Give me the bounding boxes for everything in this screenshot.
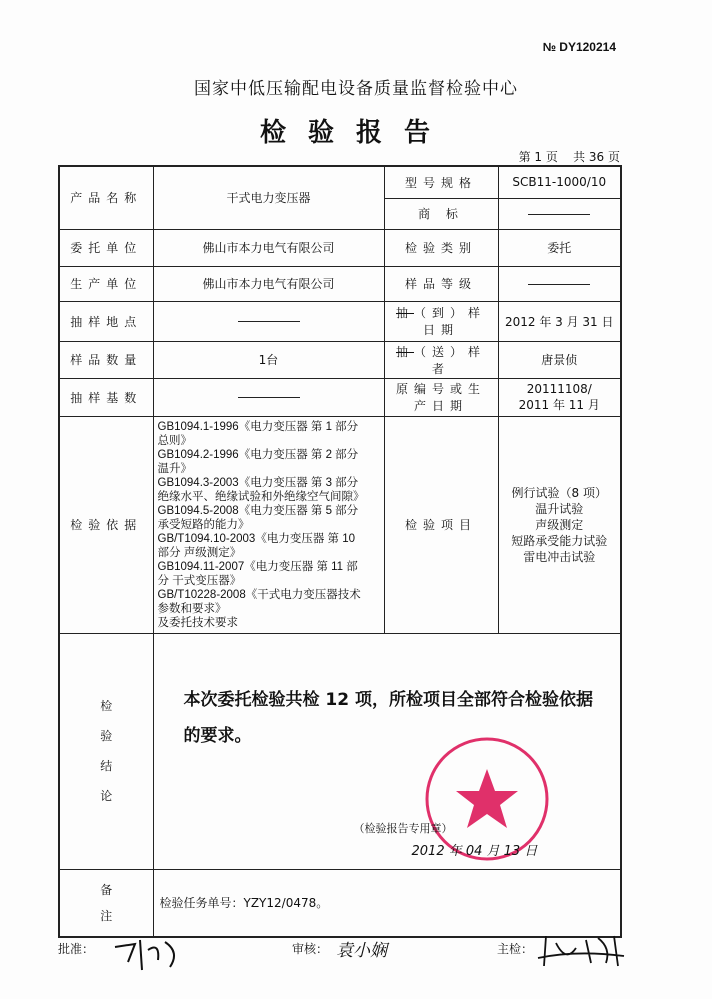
review-signature: 袁小娴 bbox=[336, 941, 387, 961]
inspection-item: 雷电冲击试验 bbox=[523, 549, 596, 564]
approve-signature bbox=[110, 932, 190, 972]
basis-line: 温升》 bbox=[157, 462, 192, 475]
arrival-date: 2012 年 3 月 31 日 bbox=[498, 301, 621, 341]
sampling-place-label: 抽样地点 bbox=[59, 301, 153, 341]
stamp-date: 2012 年 04 月 13 日 bbox=[411, 843, 538, 859]
items-list bbox=[498, 416, 621, 633]
model: SCB11-1000/10 bbox=[498, 166, 621, 198]
manufacturer-label: 生产单位 bbox=[59, 266, 153, 301]
remarks-label-char: 注 bbox=[100, 908, 113, 923]
basis-line: GB1094.3-2003《电力变压器 第 3 部分 bbox=[157, 476, 359, 489]
conclusion-cell bbox=[153, 633, 621, 869]
model-label: 型号规格 bbox=[384, 166, 498, 198]
organization-name: 国家中低压输配电设备质量监督检验中心 bbox=[194, 79, 518, 99]
basis-line: 承受短路的能力》 bbox=[157, 518, 250, 531]
basis-line: 及委托技术要求 bbox=[157, 616, 238, 629]
conclusion-label-char: 结 bbox=[100, 759, 113, 773]
brand-label: 商 标 bbox=[384, 198, 498, 229]
conclusion-label-char: 论 bbox=[100, 789, 113, 803]
page-info: 第 1 页 共 36 页 bbox=[518, 150, 620, 164]
sampling-base bbox=[153, 378, 384, 416]
basis-line: GB/T1094.10-2003《电力变压器 第 10 bbox=[157, 532, 355, 545]
grade bbox=[498, 266, 621, 301]
inspection-item: 短路承受能力试验 bbox=[511, 533, 608, 548]
grade-label: 样品等级 bbox=[384, 266, 498, 301]
conclusion-label-char: 验 bbox=[100, 729, 113, 743]
orig-no: 20111108/ 2011 年 11 月 bbox=[498, 378, 621, 416]
conclusion-label-char: 检 bbox=[100, 699, 113, 713]
basis-line: 参数和要求》 bbox=[157, 602, 227, 615]
basis-line: GB1094.11-2007《电力变压器 第 11 部 bbox=[157, 560, 358, 573]
chief-label: 主检： bbox=[497, 942, 534, 956]
basis-line: 绝缘水平、绝缘试验和外绝缘空气间隙》 bbox=[157, 490, 365, 503]
sender-label: 抽（送）样者 bbox=[384, 341, 498, 378]
basis-line: 分 干式变压器》 bbox=[157, 574, 242, 587]
basis-line: 总则》 bbox=[157, 434, 192, 447]
items-label: 检验项目 bbox=[384, 416, 498, 633]
inspection-item: 声级测定 bbox=[535, 517, 584, 532]
basis-list bbox=[153, 416, 384, 633]
orig-no-label: 原编号或生产日期 bbox=[384, 378, 498, 416]
brand bbox=[498, 198, 621, 229]
inspection-item: 温升试验 bbox=[535, 501, 584, 516]
report-table bbox=[58, 165, 622, 938]
sampling-base-label: 抽样基数 bbox=[59, 378, 153, 416]
basis-line: GB1094.2-1996《电力变压器 第 2 部分 bbox=[157, 448, 359, 461]
product-name-label: 产品名称 bbox=[59, 166, 153, 229]
arrival-date-label: 抽（到）样日期 bbox=[384, 301, 498, 341]
remarks: 检验任务单号：YZY12/0478。 bbox=[153, 869, 621, 937]
remarks-label bbox=[59, 869, 153, 937]
basis-line: GB1094.5-2008《电力变压器 第 5 部分 bbox=[157, 504, 359, 517]
report-title: 检验报告 bbox=[259, 118, 452, 148]
conclusion-text: 本次委托检验共检 12 项，所检项目全部符合检验依据的要求。 bbox=[183, 689, 593, 746]
inspection-item: 例行试验（8 项） bbox=[511, 485, 607, 500]
manufacturer: 佛山市本力电气有限公司 bbox=[153, 266, 384, 301]
conclusion-label bbox=[59, 633, 153, 869]
report-number: № DY120214 bbox=[542, 40, 616, 54]
remarks-label-char: 备 bbox=[100, 882, 113, 897]
basis-line: 部分 声级测定》 bbox=[157, 546, 242, 559]
sender: 唐景侦 bbox=[498, 341, 621, 378]
chief-signature bbox=[536, 928, 626, 973]
client: 佛山市本力电气有限公司 bbox=[153, 229, 384, 266]
inspection-type-label: 检验类别 bbox=[384, 229, 498, 266]
review-label: 审核： bbox=[292, 942, 329, 956]
basis-label: 检验依据 bbox=[59, 416, 153, 633]
inspection-type: 委托 bbox=[498, 229, 621, 266]
quantity-label: 样品数量 bbox=[59, 341, 153, 378]
sampling-place bbox=[153, 301, 384, 341]
stamp-note: （检验报告专用章） bbox=[353, 821, 453, 835]
quantity: 1台 bbox=[153, 341, 384, 378]
basis-line: GB1094.1-1996《电力变压器 第 1 部分 bbox=[157, 420, 359, 433]
basis-line: GB/T10228-2008《干式电力变压器技术 bbox=[157, 588, 361, 601]
product-name: 干式电力变压器 bbox=[153, 166, 384, 229]
approve-label: 批准： bbox=[58, 942, 95, 956]
client-label: 委托单位 bbox=[59, 229, 153, 266]
